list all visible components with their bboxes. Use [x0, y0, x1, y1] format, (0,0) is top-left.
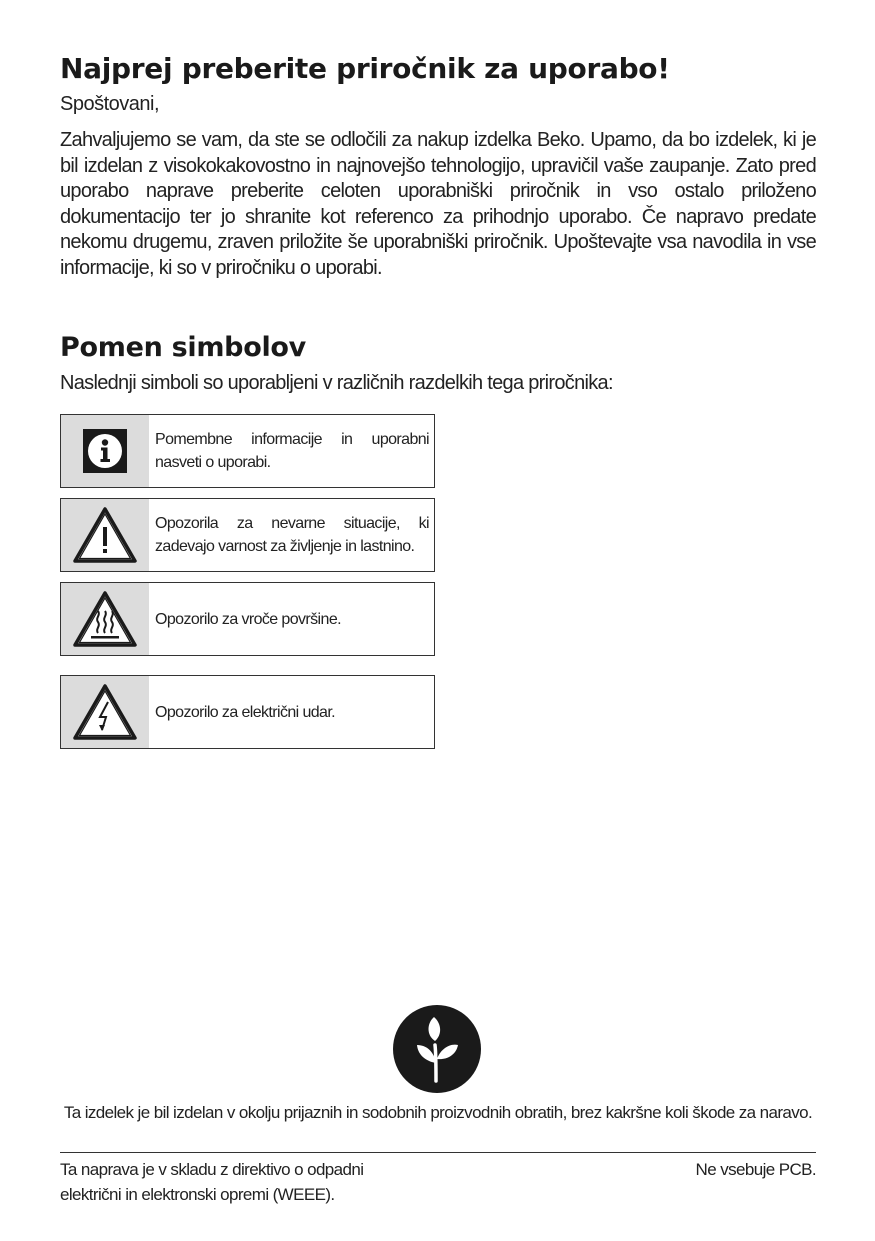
info-icon [61, 415, 149, 487]
symbols-intro: Naslednji simboli so uporabljeni v različnih razdelkih tega priročnika: [60, 372, 613, 394]
hot-surface-icon [61, 583, 149, 655]
weee-compliance-text: Ta naprava je v skladu z direktivo o odpadni električni in elektronski opremi (WEEE). [60, 1160, 364, 1204]
eco-statement: Ta izdelek je bil izdelan v okolju prijaznih in sodobnih proizvodnih obratih, brez kakršne koli škode za naravo. [63, 1103, 813, 1122]
pcb-statement: Ne vsebuje PCB. [695, 1160, 816, 1179]
leaf-icon [393, 1005, 481, 1093]
symbol-box-hot-surface [60, 582, 435, 656]
page-title: Najprej preberite priročnik za uporabo! [60, 52, 670, 85]
electric-shock-icon [61, 676, 149, 748]
symbol-box-warning [60, 498, 435, 572]
footer-divider [60, 1152, 816, 1153]
warning-icon [61, 499, 149, 571]
intro-paragraph: Zahvaljujemo se vam, da ste se odločili za nakup izdelka Beko. Upamo, da bo izdelek, ki je bil izdelan z visokokakovostno in najnovejšo tehnologijo, upravičil vaše zaupanje. Zato pred uporabo naprave preberite celoten uporabniški priročnik in vso ostalo priloženo dokumentacijo ter jo shranite kot referenco za prihodnjo uporabo. Če napravo predate nekomu drugemu, zraven priložite še uporabniški priročnik. Upoštevajte vsa navodila in vse informacije, ki so v priročniku o uporabi. [60, 129, 816, 279]
symbol-box-info [60, 414, 435, 488]
symbol-text-hot-surface: Opozorilo za vroče površine. [155, 610, 341, 628]
symbol-text-info: Pomembne informacije in uporabni nasveti o uporabi. [155, 431, 429, 471]
symbol-box-electric-shock [60, 675, 435, 749]
symbols-heading: Pomen simbolov [60, 332, 306, 363]
symbol-text-electric-shock: Opozorilo za električni udar. [155, 703, 336, 721]
symbol-text-warning: Opozorila za nevarne situacije, ki zadevajo varnost za življenje in lastnino. [155, 515, 429, 555]
greeting: Spoštovani, [60, 93, 160, 115]
